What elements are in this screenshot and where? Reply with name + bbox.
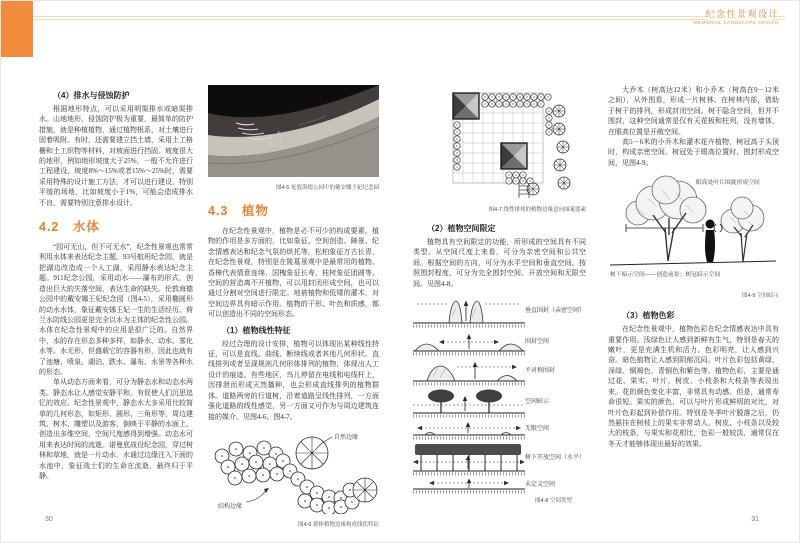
vertical-enclosure-diagram <box>413 295 525 329</box>
space-type-label: 空间暗示 <box>525 399 550 406</box>
figure-4-5-caption: 图4-5 伦敦海德公园中的戴安娜王妃纪念园 <box>276 185 379 191</box>
heading-plant-color: （3）植物色彩 <box>622 311 675 321</box>
figure-4-6 <box>208 426 379 529</box>
book-title <box>693 9 779 27</box>
space-type-row <box>413 357 586 387</box>
fig46-natural-edge-label: 自然边缘 <box>334 434 359 441</box>
figure-4-8 <box>413 295 586 505</box>
fig49-bottom-label: 树干暗示空间——创造前景；树冠暗示空间 <box>610 272 721 279</box>
asymmetric-enclosure-diagram <box>413 357 525 387</box>
space-type-row <box>413 295 586 329</box>
space-hint-diagram <box>413 387 525 419</box>
large-tree-trunk <box>653 213 686 261</box>
book-title-cn: 纪念性景观设计 <box>705 9 779 19</box>
figure-4-9 <box>608 173 779 300</box>
figure-4-5 <box>208 85 379 192</box>
figure-4-7 <box>413 85 586 214</box>
figure-4-7-caption: 图4-7 线性排列的植物边缘意向图案要素 <box>488 207 586 213</box>
paragraph-water-1: “园可无山，但不可无水”，纪念性景观也常常利用水体来表达纪念主题。93号航班纪念园，就是把湖边改造成一个人工湖，采用静水表达纪念主题。911纪念公园，采用动水——瀑布的形式，创造出巨大的失落空间，表达生命的缺失。伦敦海德公园中的戴安娜王妃纪念园（图4-5），采用椭圆形的动水水体，象征戴安娜王妃一生的生活经历。荷兰水防线公园更是完全以水为主体的纪念性公园。水体在纪念性景观中的应用是很广泛的。自然界中，水的存在形态多种多样，如静水、动水、雾化水等。水无形，但盛载它的容器有形，因此也就有了池塘、喷泉、湖泊、跌水、瀑布、水景等各种水的形态。 <box>39 243 193 376</box>
large-tree-canopy <box>626 176 706 225</box>
linear-plant-plan-drawing <box>413 85 586 199</box>
header-rule <box>33 16 707 20</box>
paragraph-plants: 在纪念性景观中，植物是必不可少的构成要素。植物的作用是多方面的，比如象征、空间创造、障景、纪念情感表达和纪念气氛的烘托等。松柏象征万古长青，在纪念性景观，特别是在陵墓景观中是最常用的植物。香樟代表情意连绵，国槐象征长寿，桂树象征团圆等。空间的营造离不开植物，可以用封闭形成空间，也可以通过分割对空间进行限定。地被植物和低矮的灌木，对空间边界具有暗示作用。植物的干形、叶色和质感，都可以创造出不同的空间形态。 <box>208 227 379 319</box>
fig49-top-label: 眼高处叶片围拢形成空间 <box>696 180 760 187</box>
corner-accent-block <box>1 1 33 57</box>
space-type-label: 树下开放空间（水平） <box>525 455 586 462</box>
space-type-label: 围封空间 <box>525 339 550 346</box>
paragraph-trees-1: 大乔木（树高达12米）和小乔木（树高在9－12米之间），从外围看，形成一片树林。在树林内部，借助于树干的排列，形成封闭空间。树干隐含空间，但并不围封，这种空间通常是仅有天花板和柱列，没有墙体，在眼高位置是开敞空间。 <box>608 86 779 136</box>
unlimited-space-diagram <box>413 419 525 441</box>
column-3 <box>413 85 586 505</box>
column-1 <box>39 85 193 481</box>
figure-4-6-caption: 图4-6 群体植物边缘构成线状特征 <box>298 521 379 528</box>
space-type-row <box>413 419 586 441</box>
paragraph-plant-space: 植物具有空间限定的功能，所形成的空间具有不同类型。从空间尺度上来看，可分为亲密空间和公共空间。根据空间的方向，可分为水平空间和垂直空间。按照围封程度，可分为完全围封空间、开放空间和无限空间。见图4-8。 <box>413 238 586 288</box>
space-type-label: 垂直围封（亲密空间） <box>525 308 586 315</box>
paragraph-water-2: 单从动态方面来看，可分为静态水和动态水两类。静态水让人感觉安静平和，有促使人们沉思追忆的效应。纪念性景观中，静态水大多采用比较简单的几何形态，如矩形、圆形、三角形等，周边建筑、树木、雕塑以及游客，倒映于平静的水面上，创造出多维空间，空间尺度感得到增强。动态水可用来表达时间的流逝。诺曼底战役纪念园，穿过树林和草地，就是一片动水，水通过边缘注入下面的水池中，象征战士们的生命在流逝，最终归于平静。 <box>39 378 193 480</box>
enclosed-space-diagram <box>413 329 525 357</box>
heading-plant-linear: （1）植物线性特征 <box>222 325 291 335</box>
paragraph-trees-2: 高5－6米的小乔木和灌木花卉植物，树冠高于头顶时，构成亲密空间。树冠处于眼高位置时，围封形成空间，见图4-9。 <box>608 138 779 167</box>
space-type-row <box>413 329 586 357</box>
paragraph-drainage: 根据地形特点，可以采用明渠排水或暗渠排水。山地地形，侵蚀防护极为重要，最简单的防护措施，就是种植植物，通过植物根系，对土壤进行固着吸附。有时，还需要建立挡土墙，采用土工格栅和土工织物等材料，对坡面进行挡固。坡度很大的地形，例如地形坡度大于25%，一般不允许进行工程建设，坡度8%～15%或者15%～25%时，需要采用特殊的设计施工方法，才可以进行建设。特别平缓的场地，比如坡度小于1%，可能会造成排水不良，需要特别注意排水设计。 <box>39 105 193 207</box>
heading-section-4-3: 4.3 植物 <box>208 204 269 218</box>
space-type-row <box>413 387 586 419</box>
undefined-space-diagram <box>413 477 525 495</box>
diana-memorial-photo <box>208 85 379 177</box>
heading-section-4-2: 4.2 水体 <box>39 220 100 235</box>
page-number-left: 30 <box>45 516 53 523</box>
person-silhouette <box>705 220 715 263</box>
page-number-right: 31 <box>751 516 759 523</box>
book-title-en: MEMORIAL LANDSCAPE DESIGN <box>693 21 779 26</box>
figure-4-8-caption: 图4-8 空间类型 <box>535 498 572 505</box>
heading-drainage: （4）排水与侵蚀防护 <box>53 91 130 100</box>
space-type-row <box>413 477 586 495</box>
paragraph-plant-linear: 经过合理的设计安排，植物可以体现出某种线性特征，可以是直线、曲线、断续线或者其他几何形状。直线排列或者呈现规则几何形体排列的植物，体现出人工设计的痕迹。有些地区，鸟儿停留在电线和电线杆上，因排泄而形成天然播种，也会形成直线排列的植物群体。道路两旁的行道树，沿着道路呈线性排列，一方面强化道路的线性感觉，另一方面又可作为与周边建筑连接的媒介。见图4-6、图4-7。 <box>208 339 379 421</box>
column-2 <box>208 85 379 529</box>
space-type-label: 不对称围封 <box>525 368 556 375</box>
space-type-label: 无限空间 <box>525 426 550 433</box>
small-tree-canopy <box>721 197 764 233</box>
space-type-row <box>413 441 586 477</box>
paragraph-plant-color: 在纪念性景观中，植物色彩在纪念情感表达中具有重要作用。浅绿色让人感到新鲜有生气，特别是春天的嫩叶，更是充满生机和活力。色彩明亮，让人感到兴奋。暗色植物让人感到阴郁沉闷。叶片色彩包括黄绿、深绿、铜褐色、青铜色和紫色等。植物色彩，主要是通过花、果实、叶片、树皮、小枝条和大枝条等表现出来。花的颜色变化丰富，非常具有动感。但是，通常寿命很短。果实的颜色，可以与叶片形成鲜明的对比，对叶片色彩起到补偿作用。特别是冬季叶片脱落之后，仍然悬挂在树枝上的果实非常动人。树皮、小枝条以及较大的枝条，与果实和花相比，色彩一般较淡，通常仅在冬天才能够体现出最好的效果。 <box>608 325 779 448</box>
figure-4-9-caption: 图4-9 空间暗示 <box>742 293 779 300</box>
open-space-under-trees-diagram <box>413 441 525 477</box>
heading-plant-space: （2）植物空间限定 <box>427 224 496 233</box>
plant-edge-plan-drawing <box>208 426 379 514</box>
fig46-structural-edge-label: 结构边缘 <box>218 503 243 510</box>
space-type-label: 未定义空间 <box>525 482 556 489</box>
column-4 <box>608 85 779 449</box>
tree-space-sketch <box>608 173 779 285</box>
